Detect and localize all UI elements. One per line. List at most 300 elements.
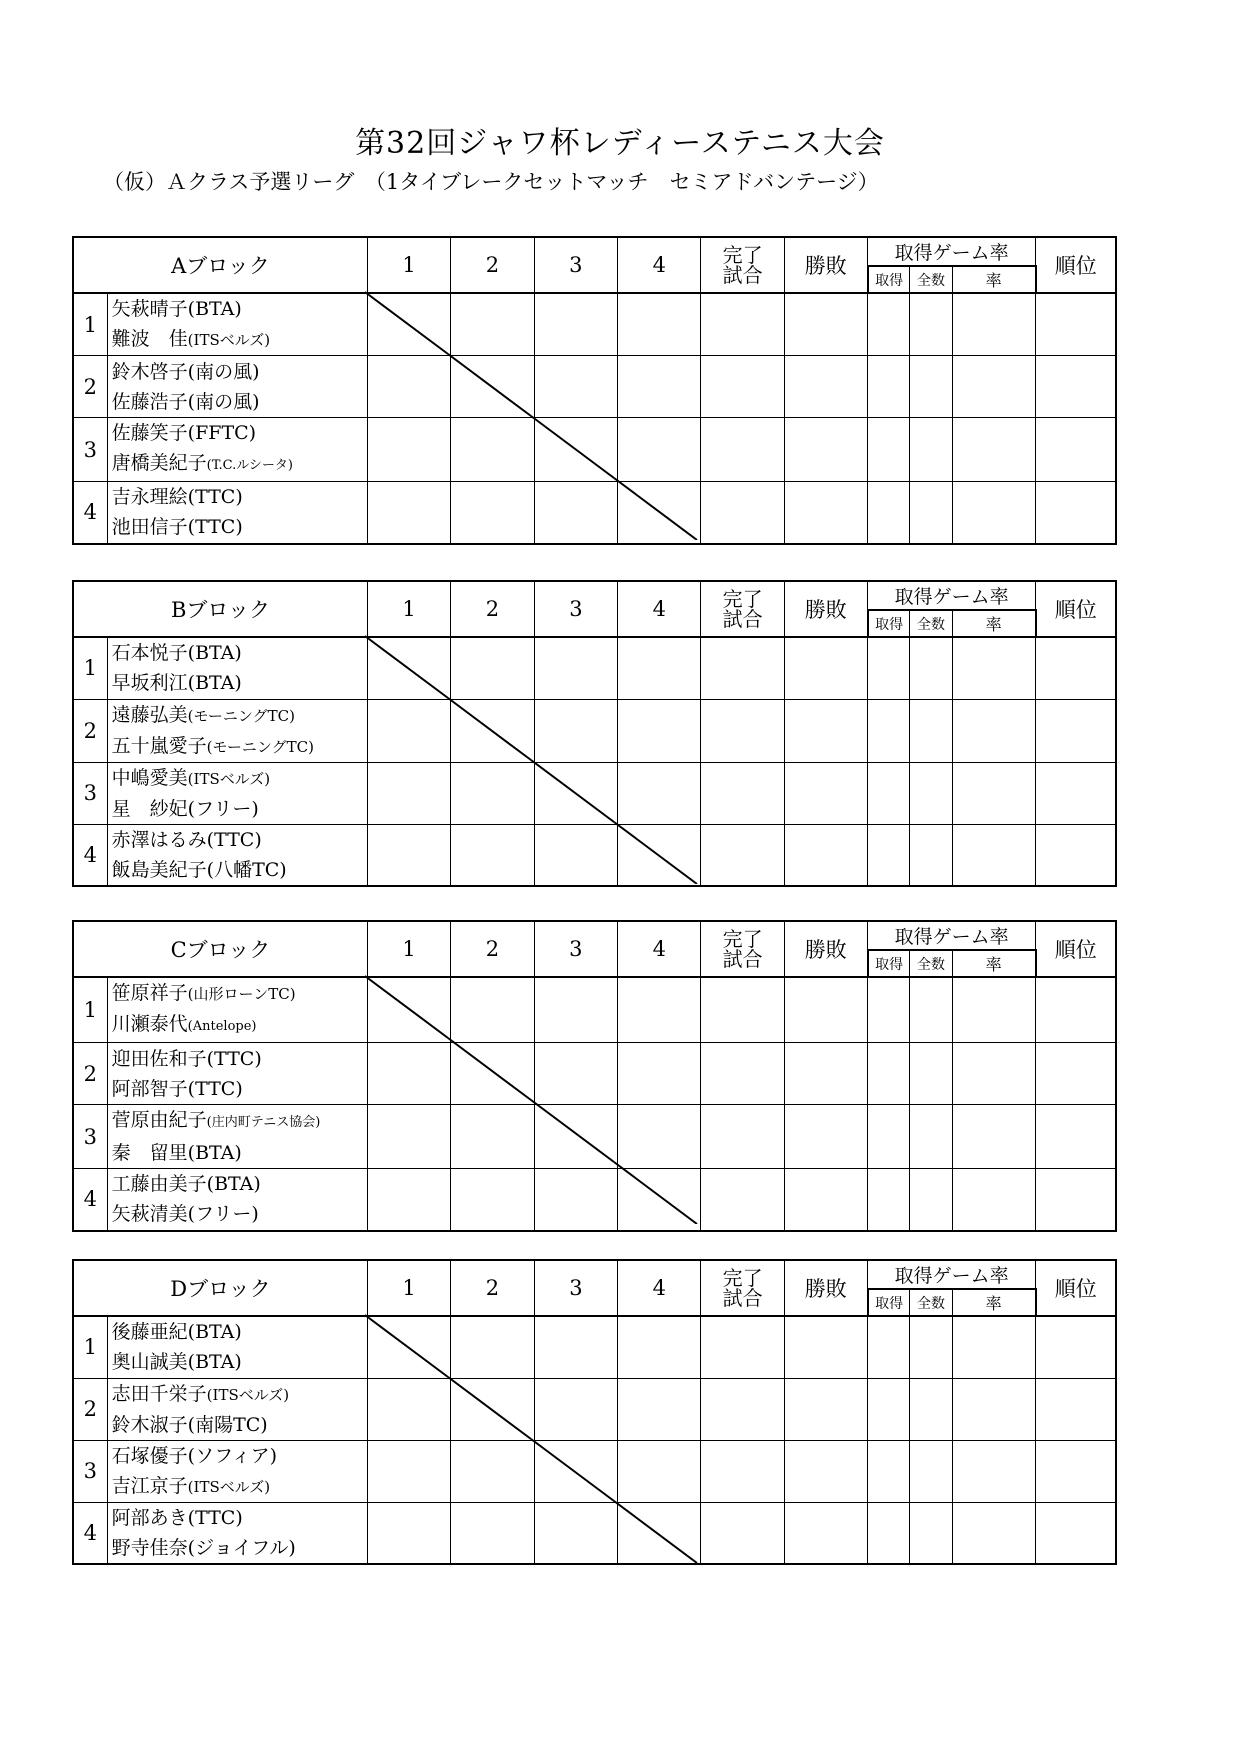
win-loss-cell[interactable]: [784, 482, 867, 544]
rank-cell[interactable]: [1036, 1043, 1116, 1105]
total-cell[interactable]: [910, 482, 952, 544]
acquired-cell[interactable]: [868, 1043, 910, 1105]
match-result-cell[interactable]: [451, 1440, 534, 1502]
team-name: (ジョイフル): [187, 1536, 296, 1559]
player-name: 佐藤笑子: [111, 422, 188, 444]
pair-names: [107, 1043, 367, 1105]
self-match-cell: [451, 356, 534, 418]
self-match-cell: [618, 482, 701, 544]
rank-cell[interactable]: [1036, 977, 1116, 1043]
total-cell[interactable]: [910, 1316, 952, 1378]
player-name: 吉江京子: [111, 1474, 188, 1497]
player-line: [112, 1009, 367, 1042]
player-name: 後藤亜紀: [111, 1321, 188, 1344]
team-name: (Antelope): [187, 1019, 257, 1034]
player-name: 阿部あき: [111, 1506, 188, 1529]
player-line: [112, 1379, 367, 1410]
rate-cell[interactable]: [952, 699, 1035, 762]
self-match-cell: [534, 762, 617, 824]
player-line: [112, 763, 367, 794]
table-row: [73, 482, 1116, 544]
total-cell[interactable]: [910, 1043, 952, 1105]
completed-cell[interactable]: [701, 1169, 784, 1231]
entry-number: 1: [73, 1316, 107, 1378]
match-result-cell[interactable]: [618, 637, 701, 699]
match-result-cell[interactable]: [534, 637, 617, 699]
rank-cell[interactable]: [1036, 1316, 1116, 1378]
match-result-cell[interactable]: [534, 1378, 617, 1440]
opponent-column-header: 3: [534, 1260, 617, 1316]
player-name: 佐藤浩子: [111, 390, 188, 413]
pair-names: [107, 824, 367, 886]
total-cell[interactable]: [910, 977, 952, 1043]
rate-cell[interactable]: [952, 1378, 1035, 1440]
team-name: (BTA): [206, 1173, 261, 1196]
self-match-cell: [451, 699, 534, 762]
completed-cell[interactable]: [701, 699, 784, 762]
team-name: (八幡TC): [206, 858, 287, 881]
player-line: [112, 324, 367, 355]
self-match-cell: [367, 977, 450, 1043]
rate-cell[interactable]: [952, 1169, 1035, 1231]
acquired-cell[interactable]: [868, 762, 910, 824]
entry-number: 2: [73, 1378, 107, 1440]
total-games-header: 全数: [910, 950, 952, 977]
rank-cell[interactable]: [1036, 482, 1116, 544]
win-loss-cell[interactable]: [784, 1316, 867, 1378]
player-line: [112, 357, 367, 387]
win-loss-cell[interactable]: [784, 762, 867, 824]
team-name: (ITSベルズ): [187, 1477, 271, 1496]
rank-cell[interactable]: [1036, 1105, 1116, 1169]
pair-names: [107, 1169, 367, 1231]
rank-header: 順位: [1036, 237, 1116, 293]
rank-cell[interactable]: [1036, 1169, 1116, 1231]
pair-names: [107, 1502, 367, 1564]
player-name: 鈴木啓子: [111, 360, 188, 383]
acquired-cell[interactable]: [868, 482, 910, 544]
team-name: (FFTC): [187, 422, 257, 444]
rate-header: 率: [952, 266, 1035, 293]
rank-cell[interactable]: [1036, 699, 1116, 762]
player-line: [112, 855, 367, 885]
rate-cell[interactable]: [952, 1316, 1035, 1378]
self-match-cell: [367, 1316, 450, 1378]
acquired-games-header: 取得: [868, 266, 910, 293]
pair-names: [107, 977, 367, 1043]
team-name: (南の風): [187, 360, 260, 383]
match-result-cell[interactable]: [618, 1378, 701, 1440]
acquired-cell[interactable]: [868, 1502, 910, 1564]
entry-number: 1: [73, 977, 107, 1043]
player-name: 菅原由紀子: [111, 1109, 207, 1131]
match-result-cell[interactable]: [367, 356, 450, 418]
rate-cell[interactable]: [952, 418, 1035, 482]
rate-cell[interactable]: [952, 482, 1035, 544]
rate-cell[interactable]: [952, 824, 1035, 886]
entry-number: 4: [73, 482, 107, 544]
total-cell[interactable]: [910, 762, 952, 824]
match-result-cell[interactable]: [367, 482, 450, 544]
match-result-cell[interactable]: [451, 824, 534, 886]
opponent-column-header: 1: [367, 921, 450, 977]
player-line: [112, 731, 367, 762]
entry-number: 2: [73, 699, 107, 762]
rate-cell[interactable]: [952, 1105, 1035, 1169]
match-result-cell[interactable]: [367, 699, 450, 762]
match-result-cell[interactable]: [618, 977, 701, 1043]
match-result-cell[interactable]: [451, 977, 534, 1043]
player-line: [112, 1410, 367, 1440]
player-name: 池田信子: [111, 516, 188, 539]
completed-cell[interactable]: [701, 637, 784, 699]
acquired-cell[interactable]: [868, 1316, 910, 1378]
player-line: [112, 1533, 367, 1563]
total-cell[interactable]: [910, 699, 952, 762]
match-result-cell[interactable]: [367, 1378, 450, 1440]
acquired-cell[interactable]: [868, 418, 910, 482]
team-name: (TTC): [187, 1506, 243, 1529]
completed-label-top: 完了: [722, 587, 763, 611]
total-cell[interactable]: [910, 356, 952, 418]
acquired-cell[interactable]: [868, 1440, 910, 1502]
league-table: [72, 580, 1117, 887]
match-result-cell[interactable]: [534, 482, 617, 544]
self-match-cell: [451, 1043, 534, 1105]
entry-number: 4: [73, 1169, 107, 1231]
completed-cell[interactable]: [701, 977, 784, 1043]
match-result-cell[interactable]: [451, 293, 534, 356]
match-result-cell[interactable]: [451, 1502, 534, 1564]
entry-number: 3: [73, 418, 107, 482]
player-line: [112, 1044, 367, 1074]
match-result-cell[interactable]: [534, 356, 617, 418]
entry-number: 3: [73, 1105, 107, 1169]
match-result-cell[interactable]: [451, 637, 534, 699]
player-line: [112, 1441, 367, 1471]
acquired-games-header: 取得: [868, 610, 910, 637]
rate-cell[interactable]: [952, 293, 1035, 356]
match-result-cell[interactable]: [451, 418, 534, 482]
rate-header: 率: [952, 950, 1035, 977]
rate-cell[interactable]: [952, 1440, 1035, 1502]
match-result-cell[interactable]: [367, 418, 450, 482]
rate-cell[interactable]: [952, 637, 1035, 699]
team-name: (TTC): [187, 516, 243, 539]
player-name: 野寺佳奈: [111, 1536, 188, 1559]
team-name: (ITSベルズ): [187, 769, 271, 788]
win-loss-header: 勝敗: [784, 237, 867, 293]
match-result-cell[interactable]: [367, 1043, 450, 1105]
acquired-cell[interactable]: [868, 699, 910, 762]
match-result-cell[interactable]: [618, 293, 701, 356]
rate-cell[interactable]: [952, 977, 1035, 1043]
rank-cell[interactable]: [1036, 1502, 1116, 1564]
win-loss-cell[interactable]: [784, 1502, 867, 1564]
rate-cell[interactable]: [952, 356, 1035, 418]
player-line: [112, 1105, 367, 1138]
team-name: (BTA): [187, 672, 242, 695]
page-subtitle: （仮）Ａクラス予選リーグ （1タイブレークセットマッチ セミアドバンテージ）: [103, 170, 879, 194]
match-result-cell[interactable]: [367, 762, 450, 824]
player-line: [112, 978, 367, 1009]
player-name: 五十嵐愛子: [111, 734, 207, 757]
player-name: 迎田佐和子: [111, 1047, 207, 1070]
acquired-cell[interactable]: [868, 637, 910, 699]
match-result-cell[interactable]: [451, 1316, 534, 1378]
acquired-cell[interactable]: [868, 293, 910, 356]
total-cell[interactable]: [910, 1378, 952, 1440]
league-table: [72, 236, 1117, 545]
completed-label-bottom: 試合: [722, 607, 763, 631]
opponent-column-header: 2: [451, 921, 534, 977]
match-result-cell[interactable]: [367, 1105, 450, 1169]
self-match-cell: [534, 1440, 617, 1502]
match-result-cell[interactable]: [367, 1169, 450, 1231]
pair-names: [107, 699, 367, 762]
win-loss-cell[interactable]: [784, 824, 867, 886]
team-name: (TTC): [187, 486, 243, 509]
table-row: [73, 1316, 1116, 1378]
player-name: 工藤由美子: [111, 1173, 207, 1196]
league-block: [72, 1259, 1117, 1563]
player-line: [112, 512, 367, 542]
table-row: [73, 293, 1116, 356]
opponent-column-header: 1: [367, 237, 450, 293]
completed-label-bottom: 試合: [722, 1286, 763, 1310]
player-line: [112, 1169, 367, 1199]
player-name: 奥山誠美: [111, 1351, 188, 1374]
acquired-cell[interactable]: [868, 824, 910, 886]
completed-cell[interactable]: [701, 1502, 784, 1564]
table-row: [73, 356, 1116, 418]
opponent-column-header: 1: [367, 1260, 450, 1316]
win-loss-cell[interactable]: [784, 637, 867, 699]
acquired-cell[interactable]: [868, 977, 910, 1043]
opponent-column-header: 3: [534, 921, 617, 977]
win-loss-cell[interactable]: [784, 1440, 867, 1502]
match-result-cell[interactable]: [618, 1440, 701, 1502]
completed-cell[interactable]: [701, 482, 784, 544]
player-name: 吉永理絵: [111, 486, 188, 509]
table-row: [73, 1378, 1116, 1440]
player-name: 阿部智子: [111, 1077, 188, 1100]
match-result-cell[interactable]: [451, 1105, 534, 1169]
league-block: [72, 236, 1117, 540]
self-match-cell: [618, 1502, 701, 1564]
completed-cell[interactable]: [701, 1316, 784, 1378]
win-loss-cell[interactable]: [784, 699, 867, 762]
win-loss-cell[interactable]: [784, 1043, 867, 1105]
match-result-cell[interactable]: [534, 977, 617, 1043]
match-result-cell[interactable]: [451, 1169, 534, 1231]
team-name: (モーニングTC): [187, 706, 295, 725]
total-games-header: 全数: [910, 266, 952, 293]
total-cell[interactable]: [910, 1502, 952, 1564]
entry-number: 2: [73, 1043, 107, 1105]
total-cell[interactable]: [910, 1440, 952, 1502]
match-result-cell[interactable]: [534, 1169, 617, 1231]
rank-header: 順位: [1036, 921, 1116, 977]
rate-header: 率: [952, 610, 1035, 637]
completed-cell[interactable]: [701, 1440, 784, 1502]
pair-names: [107, 1105, 367, 1169]
table-row: [73, 699, 1116, 762]
entry-number: 2: [73, 356, 107, 418]
player-name: 笹原祥子: [111, 982, 188, 1004]
win-loss-cell[interactable]: [784, 1378, 867, 1440]
completed-matches-header: [701, 921, 784, 977]
player-line: [112, 1199, 367, 1229]
match-result-cell[interactable]: [618, 1316, 701, 1378]
completed-matches-header: [701, 1260, 784, 1316]
acquired-games-header: 取得: [868, 1289, 910, 1316]
total-cell[interactable]: [910, 1105, 952, 1169]
rank-cell[interactable]: [1036, 356, 1116, 418]
player-name: 難波 佳: [111, 328, 188, 350]
total-cell[interactable]: [910, 824, 952, 886]
match-result-cell[interactable]: [367, 824, 450, 886]
opponent-column-header: 3: [534, 581, 617, 637]
rate-cell[interactable]: [952, 762, 1035, 824]
acquired-cell[interactable]: [868, 1105, 910, 1169]
match-result-cell[interactable]: [618, 1043, 701, 1105]
player-line: [112, 668, 367, 698]
match-result-cell[interactable]: [618, 762, 701, 824]
completed-cell[interactable]: [701, 293, 784, 356]
match-result-cell[interactable]: [534, 1043, 617, 1105]
pair-names: [107, 418, 367, 482]
acquired-cell[interactable]: [868, 1378, 910, 1440]
rank-cell[interactable]: [1036, 1378, 1116, 1440]
player-name: 赤澤はるみ: [111, 828, 207, 851]
match-result-cell[interactable]: [618, 1105, 701, 1169]
match-result-cell[interactable]: [367, 1502, 450, 1564]
match-result-cell[interactable]: [618, 356, 701, 418]
entry-number: 4: [73, 1502, 107, 1564]
match-result-cell[interactable]: [451, 762, 534, 824]
win-loss-cell[interactable]: [784, 356, 867, 418]
opponent-column-header: 2: [451, 237, 534, 293]
team-name: (フリー): [187, 1203, 259, 1226]
player-name: 鈴木淑子: [111, 1413, 188, 1436]
completed-matches-header: [701, 581, 784, 637]
match-result-cell[interactable]: [618, 699, 701, 762]
player-line: [112, 1503, 367, 1533]
block-name: Dブロック: [73, 1260, 367, 1316]
win-loss-cell[interactable]: [784, 293, 867, 356]
player-name: 川瀬泰代: [111, 1013, 188, 1035]
win-loss-cell[interactable]: [784, 977, 867, 1043]
completed-cell[interactable]: [701, 1043, 784, 1105]
win-loss-header: 勝敗: [784, 1260, 867, 1316]
match-result-cell[interactable]: [534, 1502, 617, 1564]
match-result-cell[interactable]: [618, 418, 701, 482]
game-rate-header: 取得ゲーム率: [868, 1260, 1036, 1289]
total-cell[interactable]: [910, 1169, 952, 1231]
player-line: [112, 482, 367, 512]
completed-label-top: 完了: [722, 927, 763, 951]
team-name: (BTA): [187, 1321, 242, 1344]
player-name: 秦 留里: [111, 1142, 188, 1164]
match-result-cell[interactable]: [534, 293, 617, 356]
win-loss-cell[interactable]: [784, 1169, 867, 1231]
table-row: [73, 418, 1116, 482]
rank-cell[interactable]: [1036, 762, 1116, 824]
completed-cell[interactable]: [701, 1105, 784, 1169]
opponent-column-header: 2: [451, 1260, 534, 1316]
match-result-cell[interactable]: [534, 824, 617, 886]
acquired-cell[interactable]: [868, 1169, 910, 1231]
win-loss-cell[interactable]: [784, 1105, 867, 1169]
rank-cell[interactable]: [1036, 418, 1116, 482]
league-block: [72, 920, 1117, 1224]
match-result-cell[interactable]: [534, 1316, 617, 1378]
total-cell[interactable]: [910, 418, 952, 482]
acquired-games-header: 取得: [868, 950, 910, 977]
match-result-cell[interactable]: [367, 1440, 450, 1502]
entry-number: 4: [73, 824, 107, 886]
team-name: (南陽TC): [187, 1413, 268, 1436]
player-line: [112, 638, 367, 668]
match-result-cell[interactable]: [534, 699, 617, 762]
team-name: (T.C.ルシータ): [206, 458, 293, 473]
completed-cell[interactable]: [701, 356, 784, 418]
rank-cell[interactable]: [1036, 637, 1116, 699]
game-rate-header: 取得ゲーム率: [868, 237, 1036, 266]
self-match-cell: [451, 1378, 534, 1440]
self-match-cell: [367, 637, 450, 699]
opponent-column-header: 4: [618, 581, 701, 637]
rank-cell[interactable]: [1036, 1440, 1116, 1502]
player-line: [112, 294, 367, 324]
acquired-cell[interactable]: [868, 356, 910, 418]
total-cell[interactable]: [910, 293, 952, 356]
self-match-cell: [534, 1105, 617, 1169]
block-name: Bブロック: [73, 581, 367, 637]
player-line: [112, 1074, 367, 1104]
completed-label-top: 完了: [722, 243, 763, 267]
completed-cell[interactable]: [701, 1378, 784, 1440]
rank-cell[interactable]: [1036, 293, 1116, 356]
completed-cell[interactable]: [701, 824, 784, 886]
match-result-cell[interactable]: [451, 482, 534, 544]
completed-cell[interactable]: [701, 418, 784, 482]
opponent-column-header: 1: [367, 581, 450, 637]
entry-number: 1: [73, 637, 107, 699]
entry-number: 3: [73, 1440, 107, 1502]
player-name: 石塚優子: [111, 1444, 188, 1467]
rate-cell[interactable]: [952, 1502, 1035, 1564]
team-name: (BTA): [187, 642, 242, 665]
rank-cell[interactable]: [1036, 824, 1116, 886]
league-table: [72, 1259, 1117, 1565]
win-loss-cell[interactable]: [784, 418, 867, 482]
rate-cell[interactable]: [952, 1043, 1035, 1105]
game-rate-header: 取得ゲーム率: [868, 921, 1036, 950]
player-line: [112, 794, 367, 824]
win-loss-header: 勝敗: [784, 921, 867, 977]
team-name: (ITSベルズ): [187, 331, 271, 349]
team-name: (ITSベルズ): [206, 1385, 290, 1404]
block-name: Aブロック: [73, 237, 367, 293]
team-name: (BTA): [187, 1351, 242, 1374]
total-cell[interactable]: [910, 637, 952, 699]
completed-cell[interactable]: [701, 762, 784, 824]
pair-names: [107, 762, 367, 824]
table-row: [73, 1502, 1116, 1564]
completed-label-top: 完了: [722, 1266, 763, 1290]
